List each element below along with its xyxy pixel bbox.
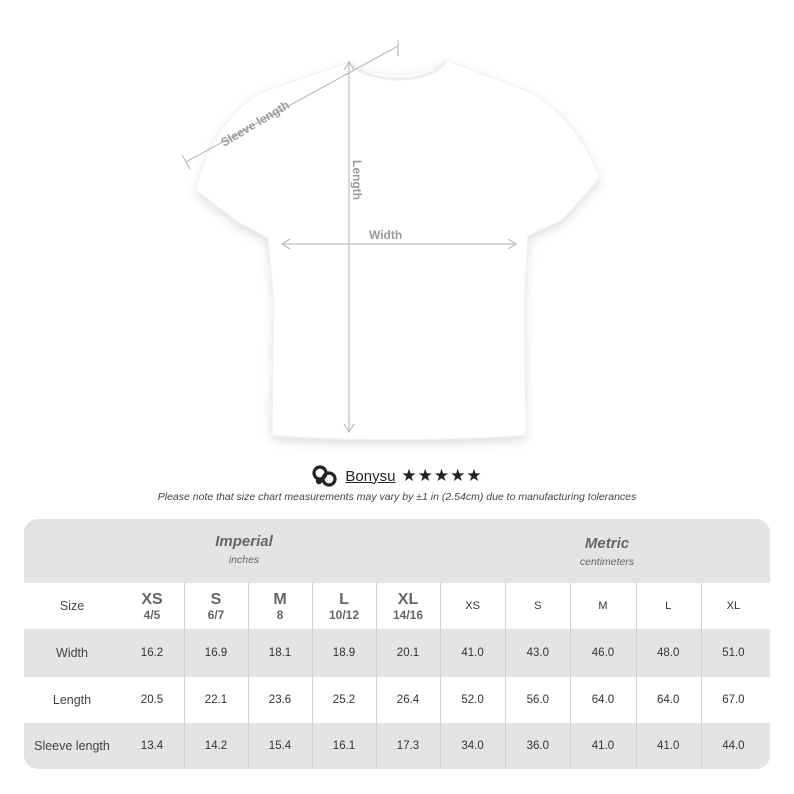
metric-value: 48.0 bbox=[656, 647, 680, 659]
imperial-value: 26.4 bbox=[396, 694, 420, 706]
metric-size-code: XS bbox=[465, 600, 480, 612]
imperial-value-cell bbox=[312, 723, 376, 769]
metric-value-cell bbox=[701, 629, 766, 677]
metric-unit: centimeters bbox=[579, 556, 635, 568]
metric-value: 67.0 bbox=[722, 694, 745, 706]
imperial-size-code: XS bbox=[141, 590, 163, 608]
size-label: Size bbox=[59, 599, 85, 613]
sleeve-length-label: Sleeve length bbox=[218, 97, 292, 150]
metric-size-header bbox=[505, 583, 570, 629]
metric-value-cell bbox=[570, 677, 635, 723]
imperial-title: Imperial bbox=[215, 533, 273, 550]
metric-value-cell bbox=[505, 677, 570, 723]
metric-value-cell bbox=[440, 677, 505, 723]
imperial-value-cell bbox=[248, 677, 312, 723]
metric-value-cell bbox=[505, 723, 570, 769]
imperial-value-cell bbox=[248, 723, 312, 769]
metric-value: 44.0 bbox=[722, 740, 745, 752]
metric-value: 34.0 bbox=[461, 740, 484, 752]
imperial-value-cell bbox=[376, 723, 440, 769]
table-row-label bbox=[24, 723, 120, 769]
metric-size-header bbox=[701, 583, 766, 629]
metric-title: Metric bbox=[584, 535, 630, 552]
imperial-value: 18.9 bbox=[332, 647, 356, 659]
imperial-size-age: 4/5 bbox=[143, 607, 161, 622]
metric-value-cell bbox=[636, 677, 701, 723]
imperial-size-header bbox=[248, 583, 312, 629]
imperial-value: 22.1 bbox=[204, 694, 228, 706]
imperial-value: 18.1 bbox=[268, 647, 292, 659]
metric-value: 51.0 bbox=[722, 647, 745, 659]
metric-value-cell bbox=[570, 629, 635, 677]
row-label-text: Length bbox=[52, 693, 92, 707]
metric-size-code: S bbox=[534, 600, 542, 612]
imperial-size-code: M bbox=[273, 590, 287, 608]
imperial-size-header bbox=[184, 583, 248, 629]
imperial-value-cell bbox=[184, 723, 248, 769]
metric-value-cell bbox=[505, 629, 570, 677]
metric-value: 56.0 bbox=[526, 694, 549, 706]
imperial-header bbox=[120, 533, 368, 566]
row-label-text: Width bbox=[56, 646, 88, 660]
size-row-label bbox=[24, 583, 120, 629]
metric-value: 41.0 bbox=[591, 740, 615, 752]
metric-size-code: L bbox=[665, 600, 672, 612]
imperial-size-header bbox=[312, 583, 376, 629]
imperial-value-cell bbox=[120, 723, 184, 769]
metric-value-cell bbox=[440, 629, 505, 677]
metric-value: 43.0 bbox=[526, 647, 549, 659]
imperial-size-age: 6/7 bbox=[207, 607, 225, 622]
imperial-size-header bbox=[120, 583, 184, 629]
metric-value-cell bbox=[570, 723, 635, 769]
imperial-value-cell bbox=[120, 629, 184, 677]
imperial-size-header bbox=[376, 583, 440, 629]
metric-value: 52.0 bbox=[461, 694, 484, 706]
brand-row bbox=[0, 464, 794, 488]
table-row-label bbox=[24, 629, 120, 677]
imperial-value-cell bbox=[376, 677, 440, 723]
imperial-value-cell bbox=[184, 629, 248, 677]
imperial-value-cell bbox=[248, 629, 312, 677]
imperial-unit: inches bbox=[228, 554, 260, 566]
metric-value-cell bbox=[701, 723, 766, 769]
metric-value: 41.0 bbox=[461, 647, 484, 659]
imperial-value: 16.1 bbox=[332, 740, 356, 752]
imperial-value: 16.2 bbox=[140, 647, 164, 659]
table-row-label bbox=[24, 677, 120, 723]
width-label: Width bbox=[369, 228, 403, 242]
brand-logo-icon bbox=[311, 464, 339, 488]
imperial-value-cell bbox=[120, 677, 184, 723]
imperial-size-code: S bbox=[210, 590, 222, 608]
size-chart-table bbox=[24, 519, 770, 769]
metric-size-code: M bbox=[598, 600, 608, 612]
size-chart-note: Please note that size chart measurements may vary by ±1 in (2.54cm) due to manufacturing tolerances bbox=[157, 491, 637, 503]
metric-size-header bbox=[570, 583, 635, 629]
imperial-value-cell bbox=[312, 677, 376, 723]
imperial-value: 20.1 bbox=[396, 647, 420, 659]
metric-size-header bbox=[440, 583, 505, 629]
imperial-value: 17.3 bbox=[396, 740, 420, 752]
imperial-size-code: XL bbox=[397, 590, 419, 608]
imperial-size-age: 8 bbox=[276, 607, 284, 622]
metric-value: 46.0 bbox=[591, 647, 615, 659]
imperial-size-code: L bbox=[339, 590, 349, 608]
imperial-value: 15.4 bbox=[268, 740, 292, 752]
imperial-value: 23.6 bbox=[268, 694, 292, 706]
imperial-value-cell bbox=[312, 629, 376, 677]
metric-value-cell bbox=[440, 723, 505, 769]
imperial-value: 20.5 bbox=[140, 694, 164, 706]
brand-name-link[interactable]: Bonysu bbox=[345, 467, 396, 485]
rating-stars-icon: ★★★★★ bbox=[401, 466, 483, 485]
imperial-value-cell bbox=[184, 677, 248, 723]
metric-value-cell bbox=[701, 677, 766, 723]
length-label: Length bbox=[350, 160, 364, 200]
imperial-value: 25.2 bbox=[332, 694, 356, 706]
metric-value: 41.0 bbox=[656, 740, 680, 752]
row-label-text: Sleeve length bbox=[34, 739, 110, 753]
imperial-value-cell bbox=[376, 629, 440, 677]
metric-size-header bbox=[636, 583, 701, 629]
metric-value: 36.0 bbox=[526, 740, 549, 752]
metric-size-code: XL bbox=[726, 600, 741, 612]
imperial-size-age: 14/16 bbox=[392, 607, 424, 622]
imperial-value: 13.4 bbox=[140, 740, 164, 752]
imperial-size-age: 10/12 bbox=[328, 607, 360, 622]
metric-value: 64.0 bbox=[656, 694, 680, 706]
metric-header bbox=[444, 535, 770, 568]
metric-value-cell bbox=[636, 723, 701, 769]
metric-value-cell bbox=[636, 629, 701, 677]
imperial-value: 14.2 bbox=[204, 740, 228, 752]
imperial-value: 16.9 bbox=[204, 647, 228, 659]
metric-value: 64.0 bbox=[591, 694, 615, 706]
